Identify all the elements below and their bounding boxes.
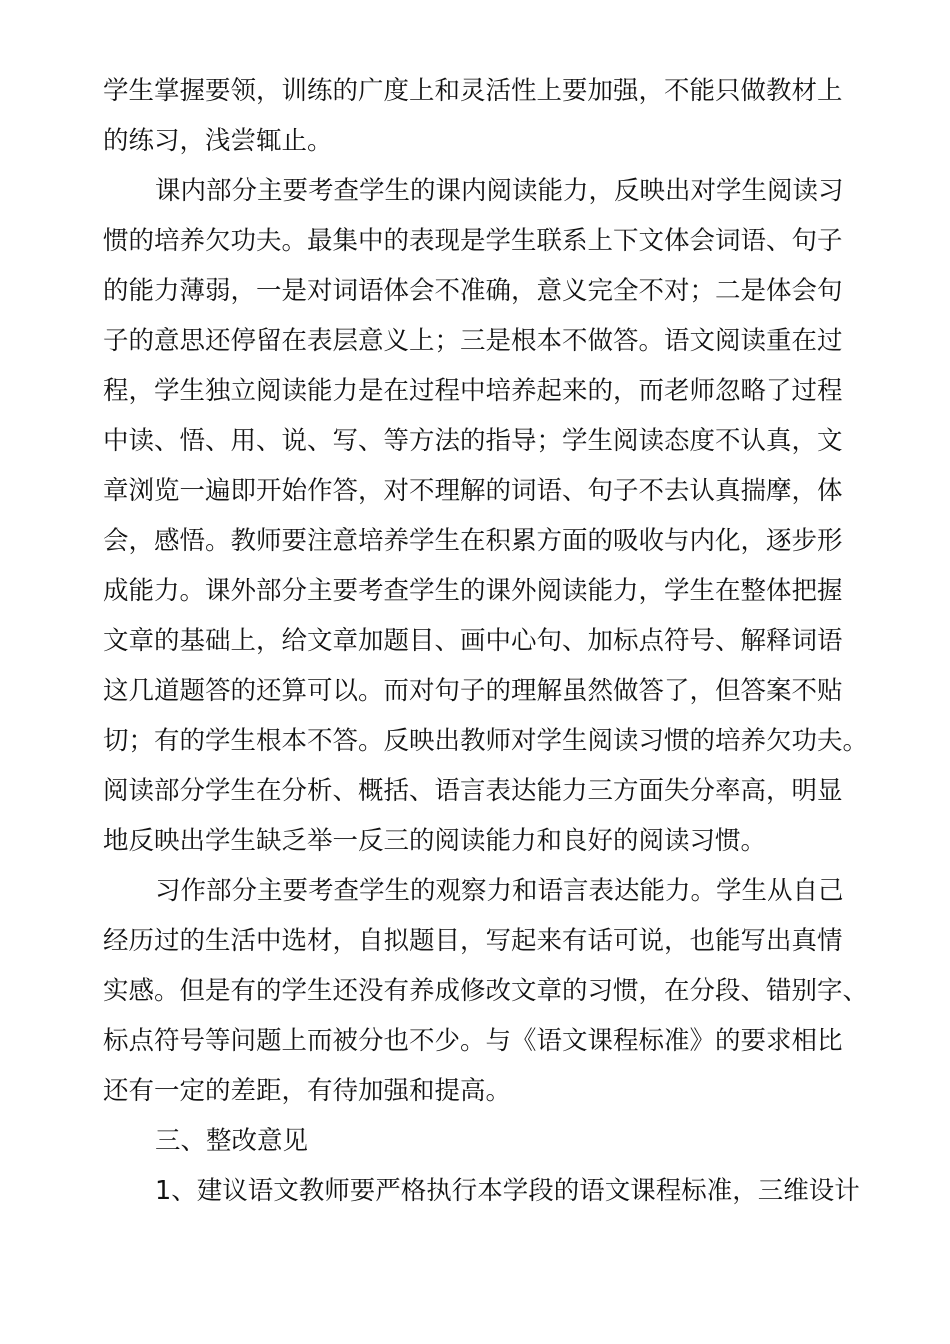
text-line: 切；有的学生根本不答。反映出教师对学生阅读习惯的培养欠功夫。 <box>103 726 869 756</box>
text-line: 会，感悟。教师要注意培养学生在积累方面的吸收与内化，逐步形 <box>103 526 843 556</box>
text-line: 学生掌握要领，训练的广度上和灵活性上要加强，不能只做教材上 <box>103 76 843 106</box>
text-line: 实感。但是有的学生还没有养成修改文章的习惯，在分段、错别字、 <box>103 976 869 1006</box>
text-line: 地反映出学生缺乏举一反三的阅读能力和良好的阅读习惯。 <box>103 826 767 856</box>
text-line: 1、建议语文教师要严格执行本学段的语文课程标准，三维设计 <box>155 1176 860 1206</box>
text-line: 的能力薄弱，一是对词语体会不准确，意义完全不对；二是体会句 <box>103 276 843 306</box>
text-line: 子的意思还停留在表层意义上；三是根本不做答。语文阅读重在过 <box>103 326 843 356</box>
text-line: 标点符号等问题上而被分也不少。与《语文课程标准》的要求相比 <box>103 1026 843 1056</box>
text-line: 习作部分主要考查学生的观察力和语言表达能力。学生从自己 <box>155 876 844 906</box>
numbered-item <box>103 1166 860 1216</box>
text-line: 经历过的生活中选材，自拟题目，写起来有话可说，也能写出真情 <box>103 926 843 956</box>
text-line: 的练习，浅尝辄止。 <box>103 126 333 156</box>
text-line: 还有一定的差距，有待加强和提高。 <box>103 1076 512 1106</box>
text-line: 阅读部分学生在分析、概括、语言表达能力三方面失分率高，明显 <box>103 776 843 806</box>
section-heading-text: 三、整改意见 <box>155 1126 309 1156</box>
section-heading <box>103 1116 853 1166</box>
text-line: 中读、悟、用、说、写、等方法的指导；学生阅读态度不认真，文 <box>103 426 843 456</box>
document-body <box>103 66 869 1216</box>
paragraph-writing-analysis <box>103 866 869 1116</box>
text-line: 章浏览一遍即开始作答，对不理解的词语、句子不去认真揣摩，体 <box>103 476 843 506</box>
text-line: 惯的培养欠功夫。最集中的表现是学生联系上下文体会词语、句子 <box>103 226 843 256</box>
text-line: 文章的基础上，给文章加题目、画中心句、加标点符号、解释词语 <box>103 626 843 656</box>
text-line: 这几道题答的还算可以。而对句子的理解虽然做答了，但答案不贴 <box>103 676 843 706</box>
text-line: 课内部分主要考查学生的课内阅读能力，反映出对学生阅读习 <box>155 176 844 206</box>
paragraph-reading-analysis <box>103 166 869 866</box>
text-line: 程，学生独立阅读能力是在过程中培养起来的，而老师忽略了过程 <box>103 376 843 406</box>
paragraph-continuation <box>103 66 853 166</box>
text-line: 成能力。课外部分主要考查学生的课外阅读能力，学生在整体把握 <box>103 576 843 606</box>
